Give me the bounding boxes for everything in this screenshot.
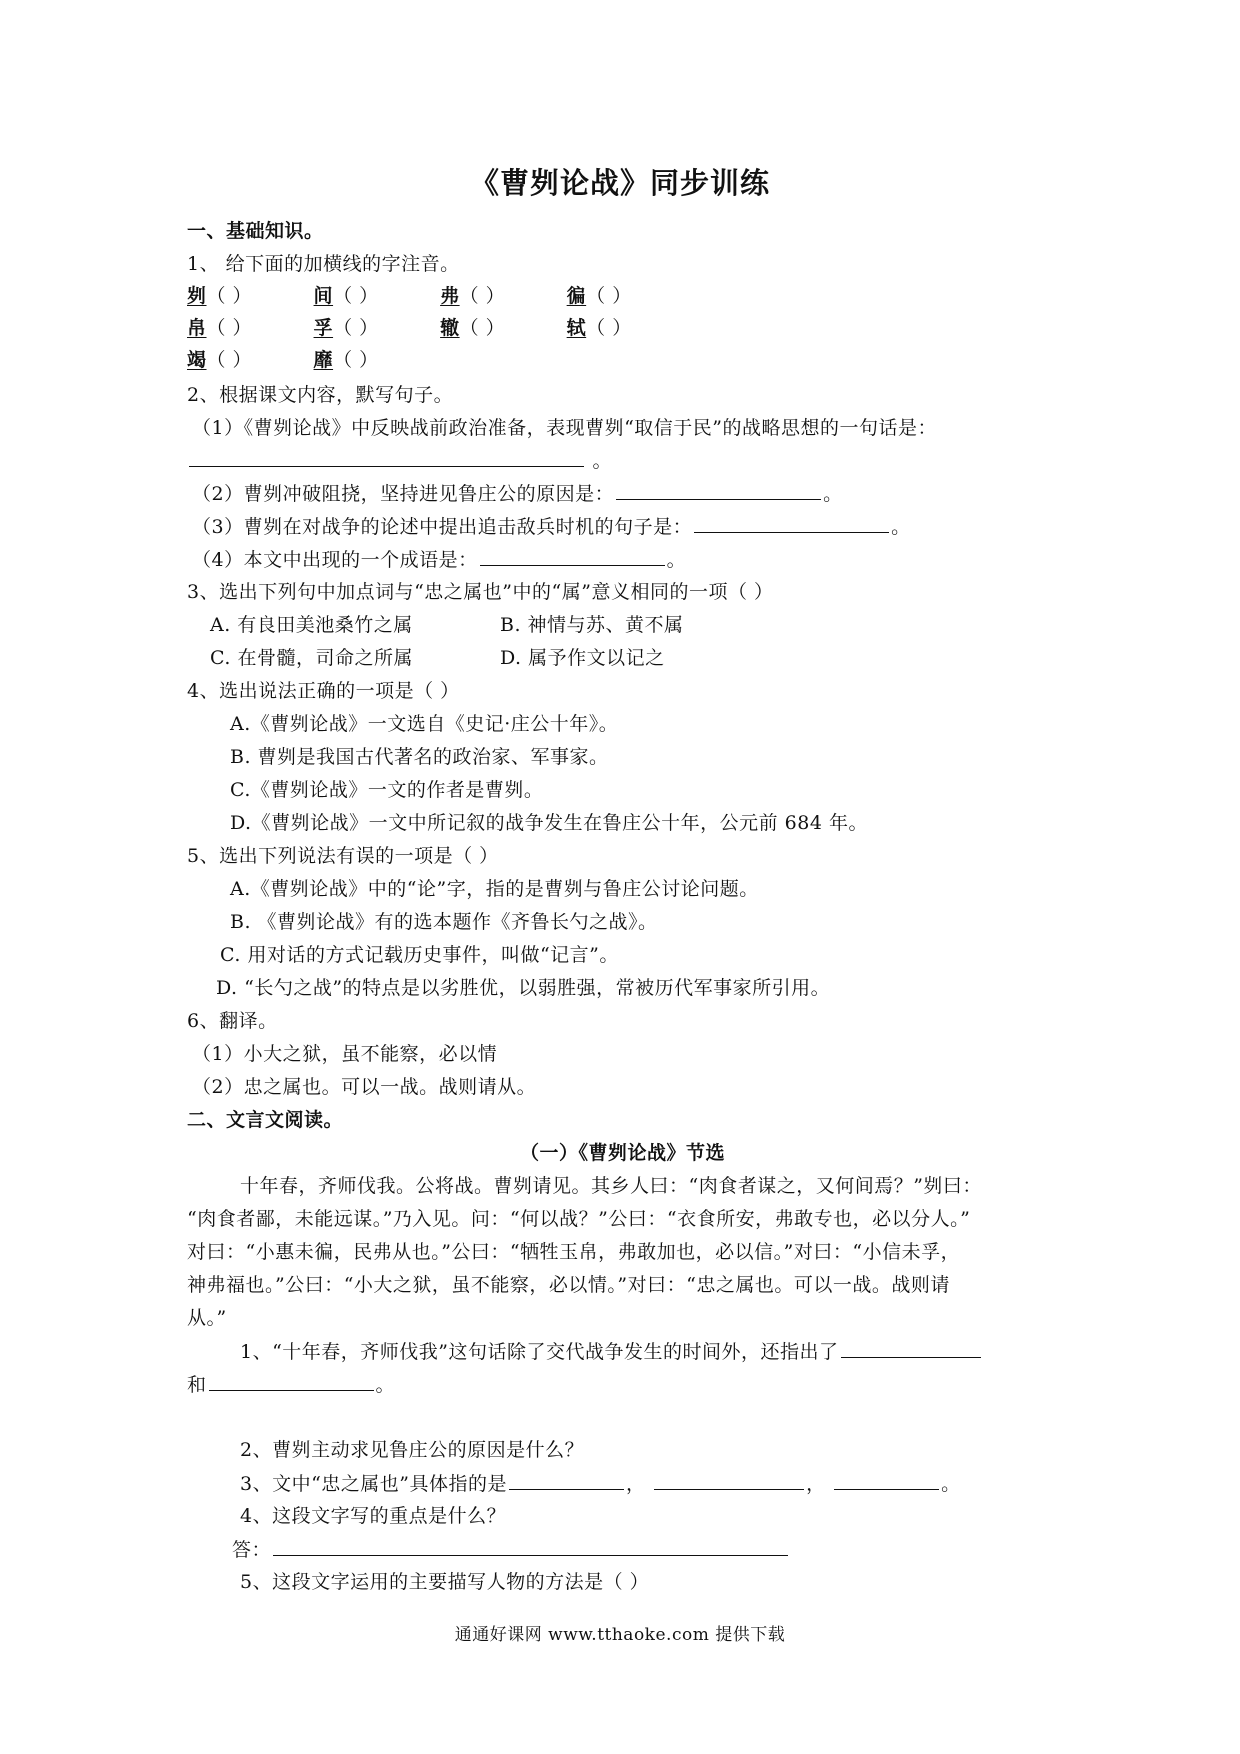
question-3-option-c: C. 在骨髓，司命之所属 [210, 647, 413, 669]
pinyin-item: 刿（ ） [187, 285, 253, 307]
section-heading-basics: 一、基础知识。 [187, 220, 324, 242]
question-5-option-c: C. 用对话的方式记载历史事件，叫做“记言”。 [220, 944, 619, 966]
question-5-option-b: B. 《曹刿论战》有的选本题作《齐鲁长勺之战》。 [230, 911, 658, 933]
answer-blank[interactable] [209, 1370, 374, 1391]
passage-line: 神弗福也。”公曰：“小大之狱，虽不能察，必以情。”对曰：“忠之属也。可以一战。战则请 [187, 1274, 950, 1296]
question-2-1: （1）《曹刿论战》中反映战前政治准备，表现曹刿“取信于民”的战略思想的一句话是： [192, 417, 938, 439]
question-6-2: （2）忠之属也。可以一战。战则请从。 [192, 1076, 537, 1098]
question-6-1: （1）小大之狱，虽不能察，必以情 [192, 1043, 498, 1065]
answer-blank[interactable] [189, 446, 584, 467]
question-5: 5、选出下列说法有误的一项是（ ） [187, 845, 499, 867]
answer-blank[interactable] [480, 545, 665, 566]
question-3-option-d: D. 属予作文以记之 [500, 647, 665, 669]
pinyin-item: 弗（ ） [440, 285, 506, 307]
question-3: 3、选出下列句中加点词与“忠之属也”中的“属”意义相同的一项（ ） [187, 581, 774, 603]
answer-blank[interactable] [509, 1469, 624, 1490]
footer-credit: 通通好课网 www.tthaoke.com 提供下载 [454, 1625, 786, 1645]
pinyin-row-3 [187, 346, 434, 374]
passage-line: 从。” [187, 1307, 227, 1329]
question-1: 1、 给下面的加横线的字注音。 [187, 253, 460, 275]
question-4-option-a: A.《曹刿论战》一文选自《史记·庄公十年》。 [230, 713, 619, 735]
pinyin-item: 靡（ ） [313, 349, 379, 371]
question-2: 2、根据课文内容，默写句子。 [187, 384, 454, 406]
passage-line: “肉食者鄙，未能远谋。”乃入见。问：“何以战？”公曰：“衣食所安，弗敢专也，必以分人。” [187, 1208, 971, 1230]
page-title: 《曹刿论战》同步训练 [469, 166, 770, 200]
pinyin-item: 间（ ） [313, 285, 379, 307]
pinyin-row-1 [187, 282, 687, 310]
reading-question-4-answer: 答： [232, 1535, 790, 1564]
section-heading-reading: 二、文言文阅读。 [187, 1109, 344, 1131]
reading-question-3: 3、文中“忠之属也”具体指的是 ， ， 。 [240, 1469, 961, 1498]
question-3-option-b: B. 神情与苏、黄不属 [500, 614, 684, 636]
answer-blank[interactable] [841, 1337, 981, 1358]
answer-blank[interactable] [616, 479, 821, 500]
passage-line: 十年春，齐师伐我。公将战。曹刿请见。其乡人曰：“肉食者谋之，又何间焉？”刿曰： [240, 1175, 982, 1197]
question-4-option-d: D.《曹刿论战》一文中所记叙的战争发生在鲁庄公十年，公元前 684 年。 [230, 812, 868, 834]
pinyin-item: 辙（ ） [440, 317, 506, 339]
question-2-3: （3）曹刿在对战争的论述中提出追击敌兵时机的句子是： 。 [192, 512, 911, 541]
answer-blank[interactable] [273, 1535, 788, 1556]
reading-question-4: 4、这段文字写的重点是什么？ [240, 1505, 507, 1527]
pinyin-row-2 [187, 314, 687, 342]
answer-blank[interactable] [694, 512, 889, 533]
question-5-option-a: A.《曹刿论战》中的“论”字，指的是曹刿与鲁庄公讨论问题。 [230, 878, 759, 900]
question-5-option-d: D. “长勺之战”的特点是以劣胜优，以弱胜强，常被历代军事家所引用。 [216, 977, 831, 999]
reading-question-1-cont: 和 。 [187, 1370, 395, 1399]
question-4-option-b: B. 曹刿是我国古代著名的政治家、军事家。 [230, 746, 609, 768]
pinyin-item: 帛（ ） [187, 317, 253, 339]
pinyin-item: 孚（ ） [313, 317, 379, 339]
answer-blank[interactable] [834, 1469, 939, 1490]
question-4-option-c: C.《曹刿论战》一文的作者是曹刿。 [230, 779, 544, 801]
pinyin-item: 徧（ ） [566, 285, 632, 307]
question-6: 6、翻译。 [187, 1010, 278, 1032]
pinyin-item: 轼（ ） [566, 317, 632, 339]
question-2-4: （4）本文中出现的一个成语是： 。 [192, 545, 686, 574]
question-4: 4、选出说法正确的一项是（ ） [187, 680, 460, 702]
pinyin-item: 竭（ ） [187, 349, 253, 371]
passage-title: （一）《曹刿论战》节选 [520, 1142, 726, 1164]
question-3-option-a: A. 有良田美池桑竹之属 [210, 614, 413, 636]
answer-blank[interactable] [654, 1469, 804, 1490]
question-2-1-answer: 。 [187, 446, 612, 475]
reading-question-1: 1、“十年春，齐师伐我”这句话除了交代战争发生的时间外，还指出了 [240, 1337, 983, 1366]
reading-question-5: 5、这段文字运用的主要描写人物的方法是（ ） [240, 1571, 650, 1593]
reading-question-2: 2、曹刿主动求见鲁庄公的原因是什么？ [240, 1439, 585, 1461]
passage-line: 对曰：“小惠未徧，民弗从也。”公曰：“牺牲玉帛，弗敢加也，必以信。”对曰：“小信未孚， [187, 1241, 961, 1263]
question-2-2: （2）曹刿冲破阻挠，坚持进见鲁庄公的原因是： 。 [192, 479, 843, 508]
